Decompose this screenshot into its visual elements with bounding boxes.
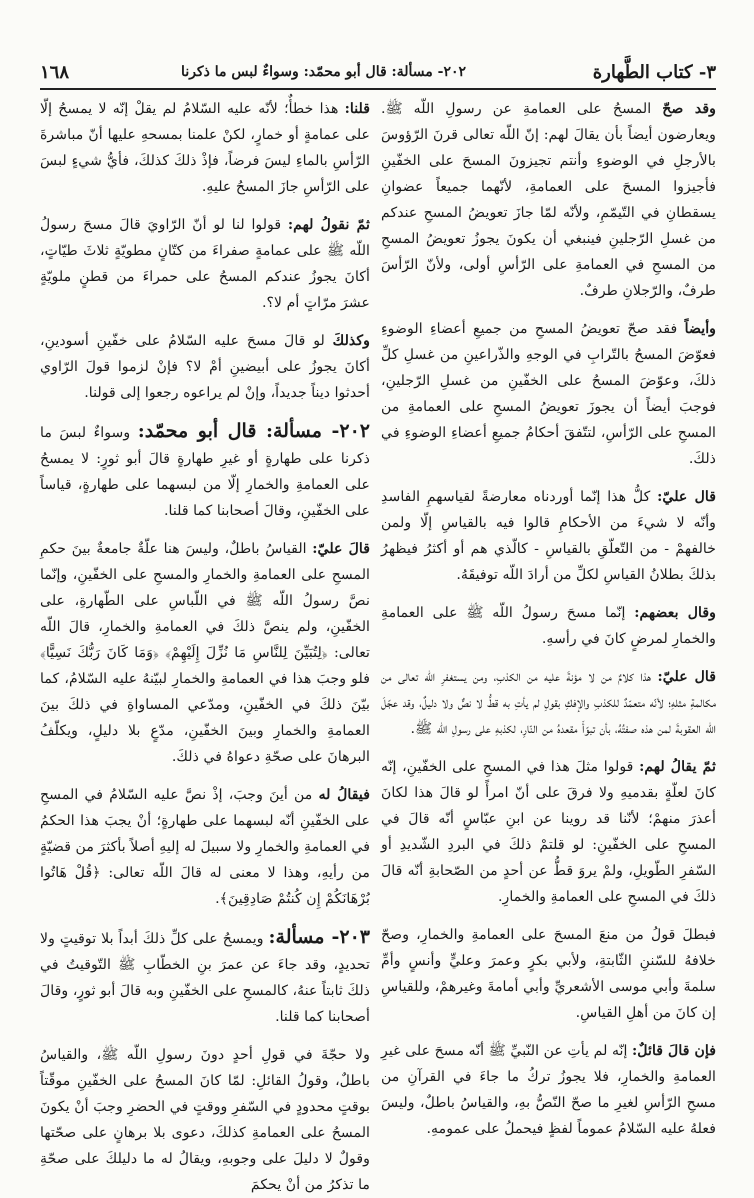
page-number: ١٦٨ [40,62,70,83]
section-heading: ٢٠٣- مسألة: [268,926,370,948]
paragraph-text: هذا كلامٌ من لا مؤنةَ عليه من الكذبِ، ومن يستغفرِ اللّه تعالى من مكالمةِ مثلهِ؛ لأنّه متعمّدٌ للكذبِ والإفكِ بقولِ لم يأتِ به قطُّ لا نصٌّ ولا دليلٌ، وقد عجّلَ اللّه العقوبةَ لمن هذه صفتُهُ، بأن تبوّأَ مقعدهُ من النّارِ، لكذبهِ على رسولِ اللّه ﷺ. [381,669,716,737]
paragraph-lead: وقال بعضهم: [634,605,716,621]
paragraph-text: فبطلَ قولُ من منعَ المسحَ على العمامةِ والخمارِ، وصحّ خلافهُ للسّننِ الثّابتةِ، ولأبي بكرٍ وعمرَ وعليٍّ وأنسٍ وأمِّ سلمةَ وأبي موسى الأشعريِّ وأبي أمامةَ وغيرهمْ، وللقياسِ إن كانَ من أهلِ القياسِ. [381,927,716,1021]
header-rule [40,88,716,90]
paragraph-lead: وأيضاً [684,321,716,337]
paragraph-lead: ثمّ نقولُ لهم: [287,217,370,233]
paragraph [40,96,370,200]
paragraph-text: من أينَ وجبَ، إذْ نصَّ عليه السّلامُ في المسحِ على الخفّينِ أنّه لبسهما على طهارةٍ؛ أنْ يجبَ هذا الحكمُ في العمامةِ والخمارِ ولا سبيلَ له إليهِ أصلاً بأكثرَ من قضيّةٍ من رأيهِ، وهذا لا معنى له قالَ اللّه تعالى: ﴿قُلْ هَاتُوا بُرْهَانَكُمْ إِن كُنتُمْ صَادِقِينَ﴾. [40,787,370,907]
paragraph [381,1038,716,1142]
right-text-column [381,96,717,1137]
running-section-title: ٢٠٢- مسألة: قال أبو محمّد: وسواءٌ لبس ما ذكرنا [181,64,466,80]
paragraph [40,328,370,406]
section-heading: ٢٠٢- مسألة: قال أبو محمّد: [137,420,370,442]
paragraph [381,316,716,472]
paragraph-lead: قلنا: [344,101,370,117]
paragraph-lead: فيقالُ له [318,787,370,803]
paragraph [40,924,370,1030]
paragraph [381,664,716,742]
paragraph-text: إنّما مسحَ رسولُ اللّه ﷺ على العمامةِ والخمارِ لمرضٍ كانَ في رأسهِ. [381,605,716,647]
paragraph [381,484,716,588]
paragraph [381,600,716,652]
paragraph [40,536,370,770]
paragraph-lead: ثمّ يقالُ لهم: [639,759,716,775]
paragraph [381,96,716,304]
paragraph [40,782,370,912]
paragraph [40,418,370,524]
paragraph-text: القياسُ باطلٌ، وليسَ هنا علّةٌ جامعةٌ بينَ حكمِ المسحِ على العمامةِ والخمارِ والمسحِ على الخفّينِ، وإنّما نصَّ رسولُ اللّه ﷺ في اللّباسِ على الطّهارةِ، على الخفّينِ، ولم ينصَّ ذلكَ في العمامةِ والخمارِ، قالَ اللّه تعالى: ﴿لِتُبَيِّنَ لِلنَّاسِ مَا نُزِّلَ إِلَيْهِمْ﴾ ﴿وَمَا كَانَ رَبُّكَ نَسِيًّا﴾ فلو وجبَ هذا في العمامةِ والخمارِ لبيّنهُ عليه السّلامُ، كما بيّنَ ذلكَ في الخفّينِ، ومدّعي المساواةِ في ذلكَ بينَ العمامةِ والخمارِ وبينَ الخفّينِ، مدّعٍ بلا دليلٍ، ويكلّفُ البرهانَ على صحّةِ دعواهُ في ذلكَ. [40,541,370,765]
left-text-column [40,96,371,1193]
paragraph [381,922,716,1026]
paragraph [40,1042,370,1198]
paragraph-text: المسحُ على العمامةِ عن رسولِ اللّه ﷺ. ويعارضون أيضاً بأن يقالَ لهم: إنّ اللّه تعالى قرنَ الرّؤوسَ بالأرجلِ في الوضوءِ وأنتم تجيزونَ المسحَ على الخفّينِ فأجيزوا المسحَ على العمامةِ، لأنّهما جميعاً عضوانِ يسقطانِ في التّيمّمِ، ولأنّه لمّا جازَ تعويضُ المسحِ عندكم من غسلِ الرّجلينِ فينبغي أن يكونَ يجوزُ تعويضُ المسحِ من المسحِ في العمامةِ على الرّأسِ أولى، ولأنّ الرّأسَ طرفٌ، والرّجلانِ طرفٌ. [381,101,716,299]
paragraph-lead: فإن قالَ قائلٌ: [632,1043,716,1059]
paragraph-text: إنّه لم يأتِ عن النّبيِّ ﷺ أنّه مسحَ على غيرِ العمامةِ والخمارِ، فلا يجوزُ تركُ ما جاءَ في القرآنِ من مسحِ الرّأسِ لغيرِ ما صحّ النّصُّ بهِ، والقياسُ باطلٌ، وليسَ فعلهُ عليه السّلامُ عموماً لفظٍ فيحملُ على عمومهِ. [381,1043,716,1137]
page-header [40,58,716,88]
paragraph-text: قولوا لنا لو أنّ الرّاويَ قالَ مسحَ رسولُ اللّه ﷺ على عمامةٍ صفراءَ من كتّانٍ مطويّةٍ ثلاثَ طيّاتٍ، أكانَ يجوزُ عندكم المسحُ على حمراءَ من قطنٍ ملويّةٍ عشرَ مرّاتٍ أم لا؟. [40,217,370,311]
paragraph-text: ولا حجّةَ في قولِ أحدٍ دونَ رسولِ اللّه ﷺ، والقياسُ باطلٌ، وقولُ القائلِ: لمّا كانَ المسحُ على الخفّينِ موقّتاً بوقتٍ محدودٍ في السّفرِ ووقتٍ في الحضرِ وجبَ أنْ يكونَ المسحُ على العمامةِ كذلكَ، دعوى بلا برهانٍ على صحّتها وقولٌ لا دليلَ على وجوبهِ، ويقالُ له ما دليلكَ على صحّةِ ما تذكرُ من أنْ يحكمَ [40,1047,370,1193]
paragraph-text: قولوا مثلَ هذا في المسحِ على الخفّينِ، إنّه كانَ لعلّةٍ بقدميهِ ولا فرقَ على أنّ امرأً لو قالَ هذا لكانَ أعذرَ منهمْ؛ لأنّنا قد روينا عن ابنِ عبّاسٍ أنّه قالَ في المسحِ على الخفّينِ: لو قلتمْ ذلكَ في البردِ الشّديدِ أو السّفرِ الطّويلِ، ولمْ يروَ قطُّ عن أحدٍ من الصّحابةِ أنّه قالَ ذلكَ في المسحِ على العمامةِ والخمارِ. [381,759,716,905]
paragraph [381,754,716,910]
paragraph-text: ويمسحُ على كلِّ ذلكَ أبداً بلا توقيتٍ ولا تحديدٍ، وقد جاءَ عن عمرَ بنِ الخطّابِ ﷺ التّوقيتُ في ذلكَ ثابتاً عنهُ، كالمسحِ على الخفّينِ وبه قالَ أبو ثورٍ، وقالَ أصحابنا كما قلنا. [40,931,370,1025]
book-title: ٣- كتاب الطَّهارة [592,62,716,83]
paragraph-text: كلُّ هذا إنّما أوردناه معارضةً لقياسهمِ الفاسدِ وأنّه لا شيءَ من الأحكامِ قالوا فيه بالقياسِ إلّا ولمن خالفهمْ - من التّعلّقِ بالقياسِ - كالّذي هم أو أكثرُ فيظهرُ بذلكَ بطلانُ القياسِ لكلِّ من أرادَ اللّه توفيقَهُ. [381,489,716,583]
paragraph-lead: وقد صحّ [662,101,716,117]
paragraph-lead: وكذلكَ [332,333,370,349]
paragraph-text: فقد صحّ تعويضُ المسحِ من جميعِ أعضاءِ الوضوءِ فعوّضَ المسحُ بالتّرابِ في الوجهِ والذّراعينِ من غسلِ كلِّ ذلكَ، وعوّضَ المسحُ على الخفّينِ من غسلِ الرّجلينِ، فوجبَ أيضاً أن يجوزَ تعويضُ المسحِ على العمامةِ من المسحِ على الرّأسِ، لتتّفقَ أحكامُ جميعِ أعضاءِ الوضوءِ في ذلكَ. [381,321,716,467]
paragraph-lead: قال عليّ: [657,489,716,505]
paragraph-lead: قال عليّ: [657,669,717,685]
paragraph [40,212,370,316]
paragraph-text: لو قالَ مسحَ عليه السّلامُ على خفّينِ أسودينِ، أكانَ يجوزُ على أبيضينِ أمْ لا؟ فإنْ لزموا قولَ الرّاوي أحدثوا ديناً جديداً، وإنْ لم يراعوه رجعوا إلى قولنا. [40,333,370,401]
paragraph-lead: قالَ عليّ: [312,541,371,557]
paragraph-text: وسواءٌ لبسَ ما ذكرنا على طهارةٍ أو غيرِ طهارةٍ قالَ أبو ثورٍ: لا يمسحُ على العمامةِ والخمارِ إلّا من لبسهما على طهارةٍ، قياساً على الخفّينِ، وقالَ أصحابنا كما قلنا. [40,425,370,519]
paragraph-text: هذا خطأٌ؛ لأنّه عليه السّلامُ لم يقلْ إنّه لا يمسحُ إلّا على عمامةٍ أو خمارٍ، لكنْ علمنا بمسحهِ عليها أنّ مباشرةَ الرّأسِ بالماءِ ليسَ فرضاً، فإذْ ذلكَ كذلكَ، فأيُّ شيءٍ لبسَ على الرّأسِ جازَ المسحُ عليهِ. [40,101,370,195]
